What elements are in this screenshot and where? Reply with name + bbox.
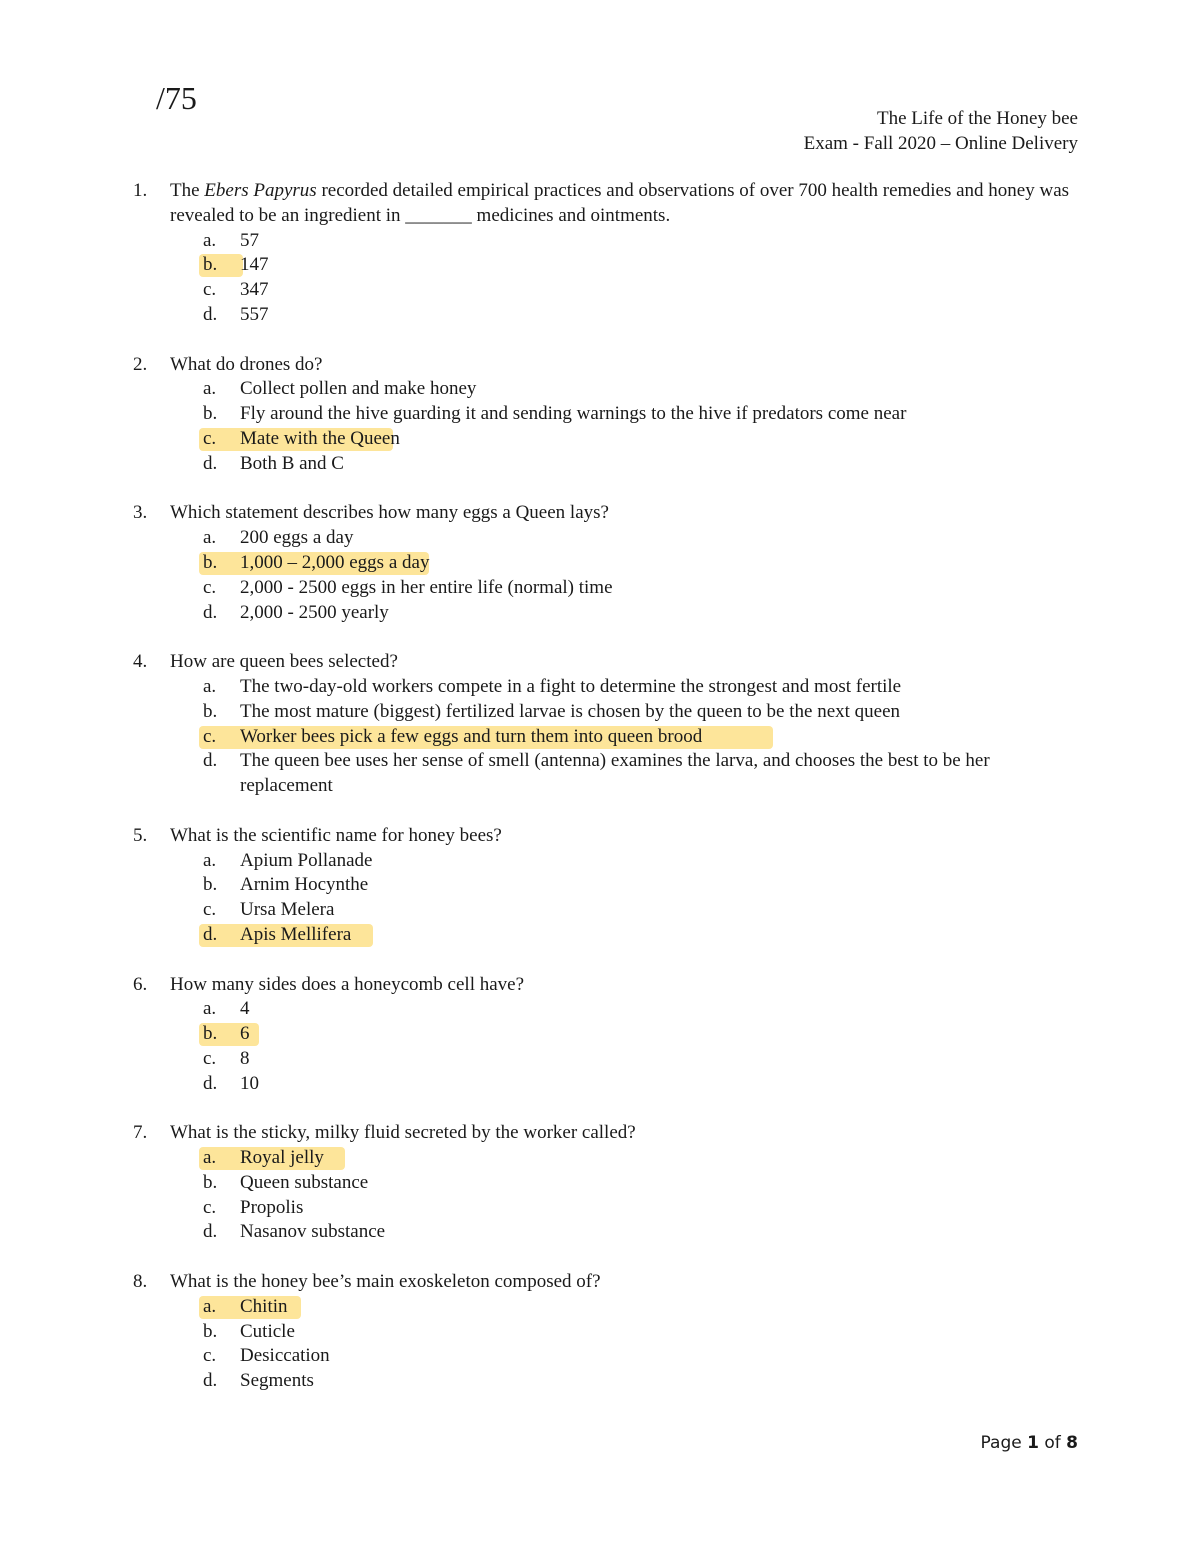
option-list [133,849,1078,948]
option-letter: a. [203,229,217,251]
option-text: 2,000 - 2500 yearly [240,601,389,623]
option-d [203,749,1078,799]
option-text: Fly around the hive guarding it and sending warnings to the hive if predators come near [240,403,907,425]
exam-title: The Life of the Honey bee [877,108,1078,129]
option-b [203,402,1078,427]
option-letter: c. [203,576,217,598]
question-number: 4. [133,651,148,673]
option-b [203,1171,1078,1196]
question-6 [133,973,1078,1097]
question-4 [133,650,1078,799]
question-2 [133,353,1078,477]
option-text: Chitin [240,1295,288,1317]
option-c [203,278,1078,303]
option-a [203,377,1078,402]
option-c-correct [203,427,1078,452]
option-text: Queen substance [240,1171,369,1193]
option-text: Collect pollen and make honey [240,378,477,400]
question-text-italic: Ebers Papyrus [204,180,317,201]
question-number: 6. [133,973,148,995]
option-list [133,377,1078,476]
question-text: What is the scientific name for honey bees? [170,824,502,846]
option-text: Desiccation [240,1345,330,1367]
option-d [203,1220,1078,1245]
option-letter: d. [203,750,218,772]
option-letter: b. [203,874,218,896]
option-text: Arnim Hocynthe [240,874,369,896]
exam-header [804,106,1078,156]
option-a-correct [203,1146,1078,1171]
question-5 [133,824,1078,948]
option-letter: b. [203,403,218,425]
option-c [203,1196,1078,1221]
option-text: 4 [240,998,250,1020]
option-letter: b. [203,1320,218,1342]
option-a [203,997,1078,1022]
option-d [203,303,1078,328]
question-text: Which statement describes how many eggs a Queen lays? [170,502,609,524]
option-a [203,849,1078,874]
option-list [133,229,1078,328]
option-letter: c. [203,279,217,301]
option-letter: d. [203,923,218,945]
option-letter: b. [203,551,218,573]
option-c [203,1344,1078,1369]
option-d [203,1072,1078,1097]
option-letter: d. [203,1072,218,1094]
option-text: 57 [240,229,259,251]
option-text: Apium Pollanade [240,849,373,871]
score-total: /75 [156,80,197,116]
option-text: Both B and C [240,452,344,474]
option-letter: b. [203,254,218,276]
page-of-label: of [1044,1433,1061,1453]
option-text: Ursa Melera [240,899,335,921]
option-text: 8 [240,1047,250,1069]
option-letter: c. [203,1047,217,1069]
exam-subtitle: Exam - Fall 2020 – Online Delivery [803,133,1078,154]
option-b-correct [203,1022,1078,1047]
question-number: 1. [133,180,148,201]
option-list [133,526,1078,625]
option-letter: b. [203,700,218,722]
question-7 [133,1121,1078,1245]
option-text: 10 [240,1072,259,1094]
option-letter: d. [203,1370,218,1392]
option-c [203,898,1078,923]
option-text: Nasanov substance [240,1221,386,1243]
option-c-correct [203,725,1078,750]
option-letter: c. [203,1345,217,1367]
option-letter: a. [203,675,217,697]
option-b [203,1320,1078,1345]
option-letter: d. [203,1221,218,1243]
question-text: What is the sticky, milky fluid secreted by the worker called? [170,1122,636,1144]
question-text: What do drones do? [170,353,323,375]
option-d [203,601,1078,626]
option-letter: a. [203,1147,217,1169]
question-text: What is the honey bee’s main exoskeleton composed of? [170,1271,601,1293]
option-text: Royal jelly [240,1147,324,1169]
option-letter: d. [203,452,218,474]
option-a-correct [203,1295,1078,1320]
option-text: The two-day-old workers compete in a fight to determine the strongest and most fertile [240,675,902,697]
option-letter: c. [203,725,217,747]
question-list [133,179,1078,1419]
option-b [203,700,1078,725]
option-letter: b. [203,1023,218,1045]
page-current: 1 [1027,1433,1039,1453]
option-letter: d. [203,303,218,325]
question-1 [133,179,1078,328]
option-list [133,1146,1078,1245]
option-d [203,452,1078,477]
option-text: Segments [240,1370,314,1392]
option-a [203,675,1078,700]
option-text: Worker bees pick a few eggs and turn them into queen brood [240,725,703,747]
option-b-correct [203,253,1078,278]
option-list [133,675,1078,799]
option-d-correct [203,923,1078,948]
question-text: How are queen bees selected? [170,651,398,673]
option-letter: b. [203,1171,218,1193]
option-text: The queen bee uses her sense of smell (antenna) examines the larva, and chooses the best to be her replacement [240,750,990,797]
option-letter: c. [203,899,217,921]
page-indicator [981,1432,1078,1454]
option-text: 200 eggs a day [240,527,354,549]
option-c [203,1047,1078,1072]
option-letter: a. [203,1295,217,1317]
option-letter: a. [203,998,217,1020]
option-a [203,229,1078,254]
option-text: 1,000 – 2,000 eggs a day [240,551,430,573]
option-text: Cuticle [240,1320,295,1342]
option-text: Propolis [240,1196,304,1218]
question-8 [133,1270,1078,1394]
question-text-part: recorded detailed empirical practices and observations of over 700 health remedies and honey was revealed to be an ingredient in _______ medicines and ointments. [170,180,1070,226]
option-a [203,526,1078,551]
option-letter: c. [203,1196,217,1218]
option-b-correct [203,551,1078,576]
question-number: 7. [133,1122,148,1144]
option-letter: c. [203,427,217,449]
option-list [133,1295,1078,1394]
option-letter: a. [203,378,217,400]
option-text: The most mature (biggest) fertilized larvae is chosen by the queen to be the next queen [240,700,901,722]
question-number: 8. [133,1271,148,1293]
question-text [170,179,1078,229]
option-c [203,576,1078,601]
question-number: 2. [133,353,148,375]
question-number: 3. [133,502,148,524]
question-number: 5. [133,824,148,846]
question-text-part: The [170,180,205,201]
page-total: 8 [1066,1433,1078,1453]
option-d [203,1369,1078,1394]
option-letter: a. [203,527,217,549]
question-text: How many sides does a honeycomb cell have? [170,973,525,995]
option-text: Mate with the Queen [240,427,400,449]
option-text: 2,000 - 2500 eggs in her entire life (normal) time [240,576,613,598]
page-label: Page [980,1433,1022,1453]
option-text: 557 [240,303,269,325]
option-text: Apis Mellifera [240,923,352,945]
option-letter: a. [203,849,217,871]
option-letter: d. [203,601,218,623]
option-text: 6 [240,1023,250,1045]
option-text: 347 [240,279,269,301]
option-list [133,997,1078,1096]
option-b [203,873,1078,898]
option-text: 147 [240,254,269,276]
question-3 [133,501,1078,625]
